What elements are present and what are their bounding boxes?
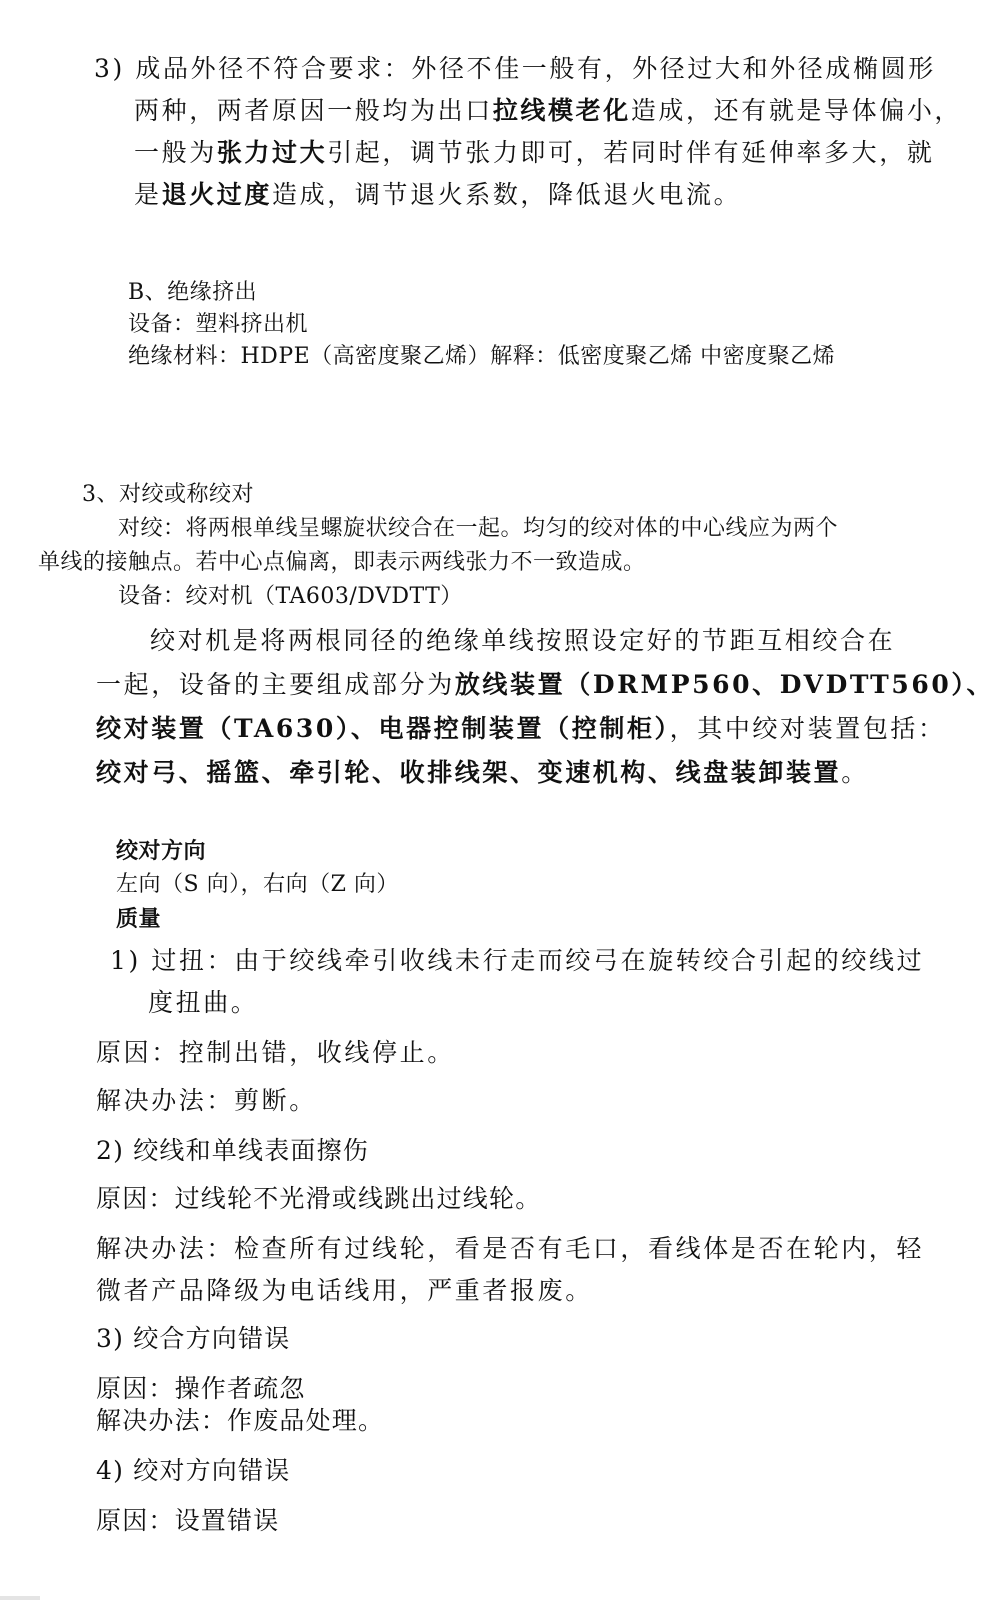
quality-item-4-cause: 原因：设置错误	[96, 1506, 280, 1535]
text-span: 造成，还有就是导体偏小，	[630, 96, 963, 125]
quality-item-1-fix: 解决办法：剪断。	[96, 1086, 317, 1115]
outer-diameter-line-2	[134, 94, 962, 128]
section-3-para-line-3	[96, 712, 946, 746]
twist-direction-heading: 绞对方向	[116, 838, 207, 864]
quality-item-3-title: 3) 绞合方向错误	[96, 1324, 291, 1353]
quality-item-4-title: 4) 绞对方向错误	[96, 1456, 291, 1485]
quality-item-3-fix: 解决办法：作废品处理。	[96, 1406, 385, 1435]
outer-diameter-line-3	[134, 136, 934, 170]
quality-item-2-cause: 原因：过线轮不光滑或线跳出过线轮。	[96, 1184, 542, 1213]
section-b-title: B、绝缘挤出	[128, 280, 258, 305]
outer-diameter-line-1: 3) 成品外径不符合要求：外径不佳一般有，外径过大和外径成椭圆形	[94, 54, 936, 83]
section-3-title: 3、对绞或称绞对	[82, 482, 254, 507]
quality-item-2-fix-line-1: 解决办法：检查所有过线轮，看是否有毛口，看线体是否在轮内，轻	[96, 1234, 925, 1263]
section-3-para-line-1: 绞对机是将两根同径的绝缘单线按照设定好的节距互相绞合在	[150, 626, 896, 655]
page-corner-mark	[0, 1596, 40, 1600]
bold-phrase-tension: 张力过大	[216, 138, 328, 167]
quality-item-1-line-2: 度扭曲。	[148, 988, 259, 1017]
quality-item-2-fix-line-2: 微者产品降级为电话线用，严重者报废。	[96, 1276, 593, 1305]
outer-diameter-line-4	[134, 178, 741, 212]
text-span: 引起，调节张力即可，若同时伴有延伸率多大，就	[327, 138, 935, 167]
section-3-para-line-2	[96, 668, 994, 702]
bold-phrase-die-aging: 拉线模老化	[492, 96, 631, 125]
twist-direction-text: 左向（S 向），右向（Z 向）	[116, 872, 399, 897]
bold-phrase-payoff: 放线装置（DRMP560、DVDTT560）、	[454, 670, 995, 699]
quality-item-2-title: 2) 绞线和单线表面擦伤	[96, 1136, 370, 1165]
quality-item-3-cause: 原因：操作者疏忽	[96, 1374, 306, 1403]
quality-item-1-cause: 原因：控制出错，收线停止。	[96, 1038, 455, 1067]
section-3-def-line-2: 单线的接触点。若中心点偏离，即表示两线张力不一致造成。	[38, 550, 646, 575]
bold-phrase-annealing: 退火过度	[161, 180, 273, 209]
section-b-material: 绝缘材料：HDPE（高密度聚乙烯）解释：低密度聚乙烯 中密度聚乙烯	[128, 344, 836, 369]
quality-heading: 质量	[116, 906, 162, 932]
text-span: 两种，两者原因一般均为出口	[134, 96, 493, 125]
bold-phrase-components: 绞对弓、摇篮、牵引轮、收排线架、变速机构、线盘装卸装置	[96, 758, 842, 787]
section-3-def-line-1: 对绞：将两根单线呈螺旋状绞合在一起。均匀的绞对体的中心线应为两个	[118, 516, 839, 541]
text-span: 一起，设备的主要组成部分为	[96, 670, 455, 699]
section-b-equipment: 设备：塑料挤出机	[128, 312, 309, 337]
text-span: 一般为	[134, 138, 217, 167]
text-span: ，其中绞对装置包括：	[669, 714, 946, 743]
quality-item-1-line-1: 1) 过扭：由于绞线牵引收线未行走而绞弓在旋转绞合引起的绞线过	[110, 946, 925, 975]
bold-phrase-twisting: 绞对装置（TA630）、电器控制装置（控制柜）	[96, 714, 670, 743]
text-span: 是	[134, 180, 162, 209]
section-3-para-line-4	[96, 756, 869, 790]
text-span: 造成，调节退火系数，降低退火电流。	[272, 180, 742, 209]
text-span: 。	[841, 758, 869, 787]
section-3-equipment: 设备：绞对机（TA603/DVDTT）	[118, 584, 463, 609]
